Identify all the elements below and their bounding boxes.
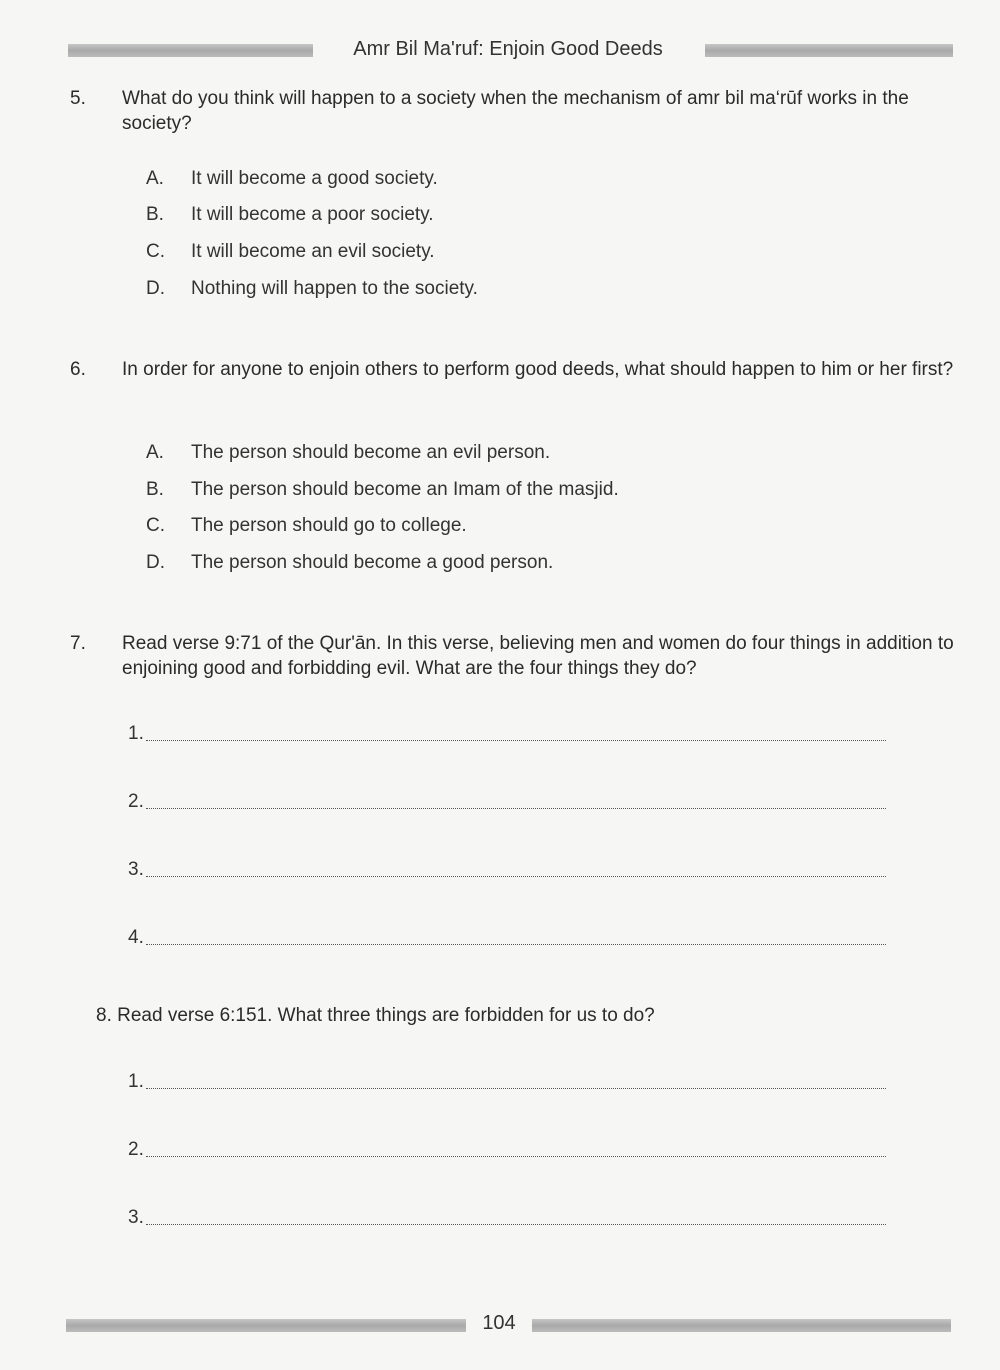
question-text: What do you think will happen to a society when the mechanism of amr bil ma‘rūf works in the society? [122, 88, 909, 134]
header-bar-left [68, 44, 313, 57]
question-5-option-a [146, 167, 438, 191]
answer-line[interactable] [128, 1206, 886, 1230]
answer-line-number: 1. [128, 1071, 144, 1092]
question-5-option-c [146, 240, 435, 264]
question-number: 7. [70, 633, 86, 654]
question-number: 5. [70, 88, 86, 109]
page-number: 104 [482, 1312, 516, 1334]
option-letter: A. [146, 168, 164, 189]
question-6 [70, 357, 982, 382]
answer-line[interactable] [128, 858, 886, 882]
question-6-option-c [146, 514, 467, 538]
answer-line-number: 3. [128, 859, 144, 880]
dotted-line [146, 926, 886, 945]
answer-line[interactable] [128, 722, 886, 746]
dotted-line [146, 1138, 886, 1157]
question-5-option-b [146, 203, 434, 227]
footer-bar-left [66, 1319, 466, 1332]
option-text: The person should become an Imam of the masjid. [191, 479, 619, 500]
question-6-option-b [146, 478, 619, 502]
option-text: It will become an evil society. [191, 241, 435, 262]
option-letter: A. [146, 442, 164, 463]
dotted-line [146, 1070, 886, 1089]
page-header-title: Amr Bil Ma'ruf: Enjoin Good Deeds [353, 38, 663, 60]
question-5 [70, 86, 982, 136]
dotted-line [146, 790, 886, 809]
question-text: In order for anyone to enjoin others to perform good deeds, what should happen to him or her first? [122, 359, 954, 380]
question-number: 6. [70, 359, 86, 380]
dotted-line [146, 858, 886, 877]
option-letter: D. [146, 552, 165, 573]
footer-bar-right [532, 1319, 951, 1332]
question-number: 8. [96, 1005, 112, 1026]
option-letter: C. [146, 515, 165, 536]
answer-line-number: 3. [128, 1207, 144, 1228]
answer-line-number: 4. [128, 927, 144, 948]
option-letter: B. [146, 479, 164, 500]
answer-line-number: 2. [128, 1139, 144, 1160]
answer-line-number: 1. [128, 723, 144, 744]
header-bar-right [705, 44, 953, 57]
answer-line[interactable] [128, 926, 886, 950]
dotted-line [146, 722, 886, 741]
question-5-option-d [146, 277, 478, 301]
option-text: Nothing will happen to the society. [191, 278, 478, 299]
option-letter: C. [146, 241, 165, 262]
answer-line[interactable] [128, 790, 886, 814]
question-text: Read verse 6:151. What three things are forbidden for us to do? [117, 1005, 655, 1026]
question-8 [96, 1003, 956, 1028]
option-letter: B. [146, 204, 164, 225]
option-text: The person should go to college. [191, 515, 467, 536]
question-6-option-d [146, 551, 553, 575]
question-text: Read verse 9:71 of the Qur'ān. In this verse, believing men and women do four things in addition to enjoining good and forbidding evil. What are the four things they do? [122, 633, 954, 679]
answer-line[interactable] [128, 1138, 886, 1162]
option-letter: D. [146, 278, 165, 299]
answer-line[interactable] [128, 1070, 886, 1094]
question-6-option-a [146, 441, 550, 465]
option-text: It will become a good society. [191, 168, 438, 189]
answer-line-number: 2. [128, 791, 144, 812]
dotted-line [146, 1206, 886, 1225]
option-text: It will become a poor society. [191, 204, 434, 225]
option-text: The person should become an evil person. [191, 442, 551, 463]
question-7 [70, 631, 982, 681]
option-text: The person should become a good person. [191, 552, 554, 573]
